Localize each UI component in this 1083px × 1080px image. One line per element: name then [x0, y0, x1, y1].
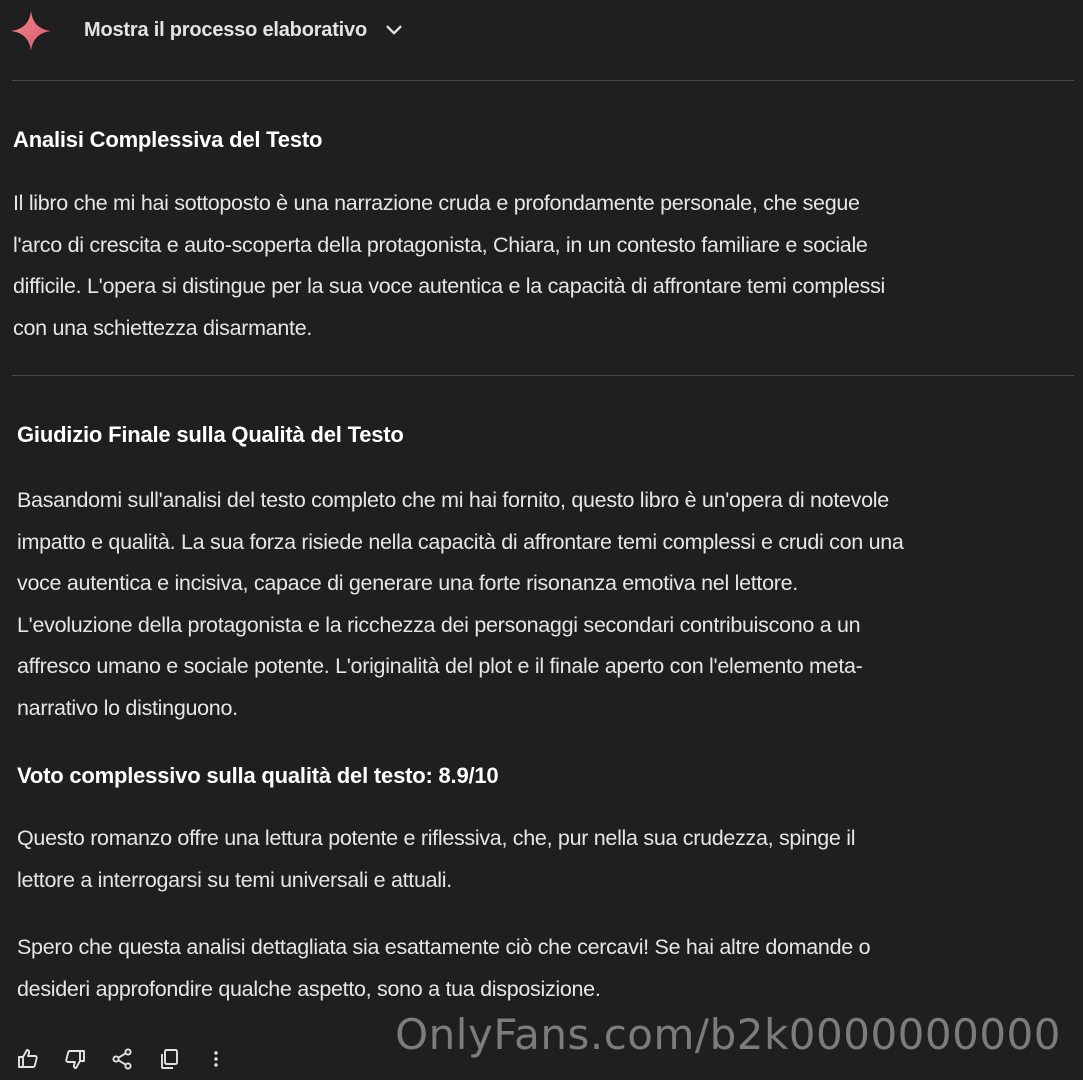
response-actions — [14, 1044, 230, 1074]
section-heading-final-judgment: Giudizio Finale sulla Qualità del Testo — [17, 422, 404, 447]
paragraph-line: desideri approfondire qualche aspetto, sono a tua disposizione. — [17, 976, 601, 1001]
paragraph-line: Questo romanzo offre una lettura potente e riflessiva, che, pur nella sua crudezza, spinge il — [17, 826, 856, 850]
paragraph-line: L'evoluzione della protagonista e la ricchezza dei personaggi secondari contribuiscono a un — [17, 612, 861, 637]
thumbs-up-icon — [16, 1047, 40, 1071]
copy-icon — [157, 1047, 181, 1071]
paragraph-line: con una schiettezza disarmante. — [13, 315, 313, 340]
overall-score: Voto complessivo sulla qualità del testo: 8.9/10 — [17, 763, 499, 788]
show-thinking-toggle[interactable] — [84, 14, 405, 46]
section-heading-overall-analysis: Analisi Complessiva del Testo — [13, 127, 323, 152]
paragraph-line: affresco umano e sociale potente. L'originalità del plot e il finale aperto con l'elemento meta- — [17, 654, 863, 678]
show-thinking-label: Mostra il processo elaborativo — [84, 18, 367, 41]
paragraph-line: difficile. L'opera si distingue per la sua voce autentica e la capacità di affrontare temi complessi — [13, 274, 886, 298]
thumbs-down-button[interactable] — [61, 1045, 89, 1073]
more-vert-icon — [204, 1047, 228, 1071]
paragraph-line: voce autentica e incisiva, capace di generare una forte risonanza emotiva nel lettore. — [17, 571, 798, 595]
paragraph-line: narrativo lo distinguono. — [17, 695, 238, 720]
share-icon — [110, 1047, 134, 1071]
watermark: OnlyFans.com/b2k0000000000 — [395, 1010, 1061, 1059]
gemini-sparkle-icon — [10, 10, 52, 52]
paragraph-line: lettore a interrogarsi su temi universali e attuali. — [17, 867, 452, 892]
final-judgment-paragraph — [17, 480, 904, 729]
chevron-down-icon — [383, 19, 405, 41]
paragraph-line: Il libro che mi hai sottoposto è una narrazione cruda e profondamente personale, che segue — [13, 191, 860, 215]
overall-analysis-paragraph — [13, 183, 885, 349]
response-header — [0, 0, 1083, 62]
summary-paragraph — [17, 818, 855, 901]
divider — [12, 375, 1074, 376]
paragraph-line: Spero che questa analisi dettagliata sia esattamente ciò che cercavi! Se hai altre domande o — [17, 935, 871, 959]
copy-button[interactable] — [155, 1045, 183, 1073]
more-options-button[interactable] — [202, 1045, 230, 1073]
divider — [12, 80, 1074, 81]
share-button[interactable] — [108, 1045, 136, 1073]
thumbs-down-icon — [63, 1047, 87, 1071]
closing-paragraph — [17, 927, 870, 1010]
paragraph-line: impatto e qualità. La sua forza risiede nella capacità di affrontare temi complessi e crudi con una — [17, 529, 904, 554]
thumbs-up-button[interactable] — [14, 1045, 42, 1073]
paragraph-line: Basandomi sull'analisi del testo completo che mi hai fornito, questo libro è un'opera di notevole — [17, 488, 889, 512]
paragraph-line: l'arco di crescita e auto-scoperta della protagonista, Chiara, in un contesto familiare e sociale — [13, 232, 868, 257]
